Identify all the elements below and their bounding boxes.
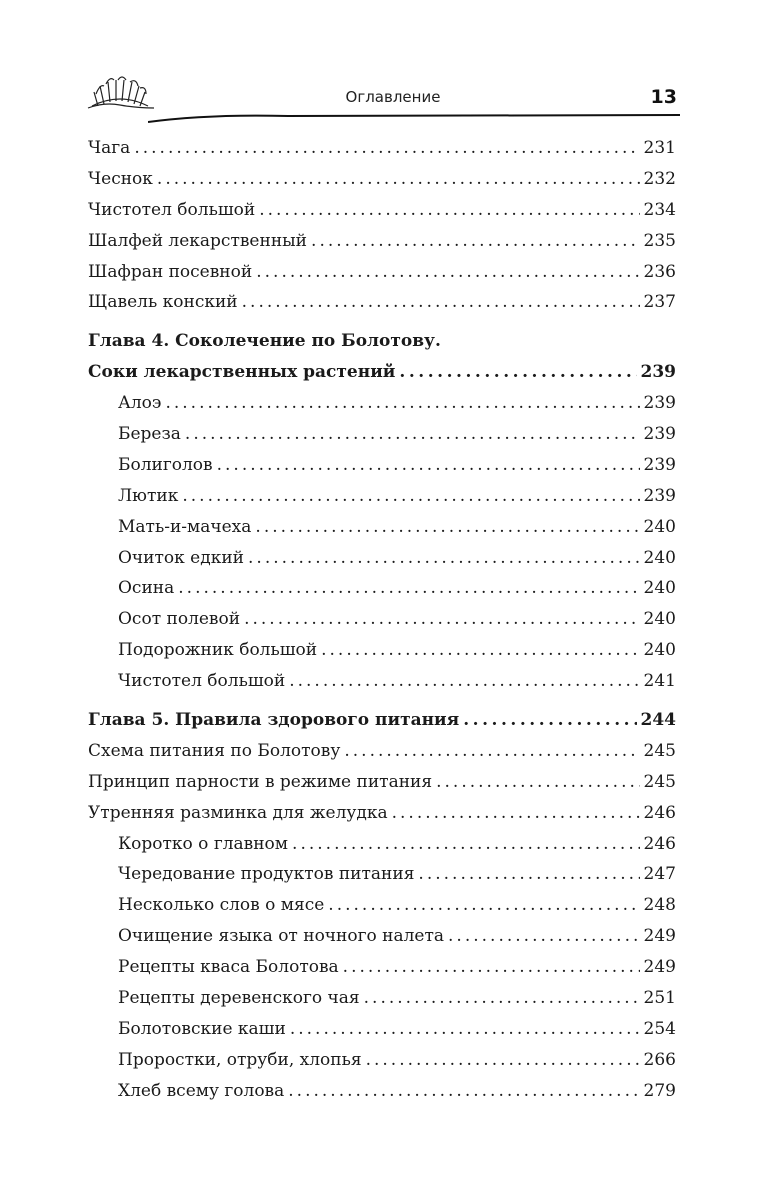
toc-entry-title: Хлеб всему голова (118, 1080, 285, 1101)
toc-subentry[interactable] (88, 481, 676, 512)
toc-subentry[interactable] (88, 1076, 676, 1107)
dot-leader (157, 164, 640, 195)
toc-entry-page: 235 (643, 230, 676, 251)
toc-entry-title: Чеснок (88, 168, 153, 189)
toc-subentry[interactable] (88, 419, 676, 450)
toc-entry-page: 248 (643, 895, 676, 916)
toc-entry-page: 245 (643, 740, 676, 761)
toc-entry-title: Глава 5. Правила здорового питания (88, 710, 460, 731)
header-rule (148, 112, 680, 126)
toc-subentry[interactable] (88, 512, 676, 543)
toc-entry-page: 249 (643, 926, 676, 947)
toc-entry[interactable] (88, 767, 676, 798)
toc-entry-page: 239 (643, 485, 676, 506)
toc-chapter-4 (88, 326, 676, 697)
running-title: Оглавление (345, 88, 441, 106)
dot-leader (392, 798, 640, 829)
toc-entry-page: 234 (643, 199, 676, 220)
dot-leader (244, 604, 639, 635)
toc-entry-page: 240 (643, 578, 676, 599)
dot-leader (343, 952, 640, 983)
toc-entry-title: Рецепты кваса Болотова (118, 957, 339, 978)
toc-entry-page: 241 (643, 671, 676, 692)
dot-leader (217, 450, 640, 481)
toc-subentry[interactable] (88, 573, 676, 604)
toc-entry-title: Очищение языка от ночного налета (118, 926, 445, 947)
dot-leader (436, 767, 639, 798)
dot-leader (288, 1076, 639, 1107)
toc-entry-page: 240 (643, 547, 676, 568)
toc-entry-page: 247 (643, 864, 676, 885)
toc-subentry[interactable] (88, 829, 676, 860)
toc-chapter-5 (88, 705, 676, 1107)
toc-entry-page: 251 (643, 988, 676, 1009)
dot-leader (178, 573, 639, 604)
toc-entry[interactable] (88, 133, 676, 164)
dot-leader (399, 357, 636, 388)
toc-entry[interactable] (88, 226, 676, 257)
dot-leader (242, 287, 640, 318)
toc-subentry[interactable] (88, 543, 676, 574)
chapter-heading[interactable]: Глава 4. Соколечение по Болотову. (88, 331, 441, 352)
toc-entry-page: 254 (643, 1018, 676, 1039)
toc-subentry[interactable] (88, 983, 676, 1014)
dot-leader (448, 921, 640, 952)
page-number: 13 (650, 86, 677, 108)
toc-subentry[interactable] (88, 666, 676, 697)
toc-entry-title: Болиголов (118, 454, 213, 475)
toc-entry-page: 239 (640, 362, 676, 383)
toc-subentry[interactable] (88, 952, 676, 983)
toc-entry-title: Соки лекарственных растений (88, 362, 396, 383)
dot-leader (328, 890, 639, 921)
toc-entry-title: Мать-и-мачеха (118, 516, 252, 537)
toc-entry-title: Болотовские каши (118, 1018, 286, 1039)
toc-entry-title: Несколько слов о мясе (118, 895, 325, 916)
toc-entry-title: Чередование продуктов питания (118, 864, 415, 885)
dot-leader (366, 1045, 640, 1076)
toc-entry[interactable] (88, 164, 676, 195)
toc-entry-page: 245 (643, 771, 676, 792)
toc-entry-page: 239 (643, 393, 676, 414)
dot-leader (321, 635, 639, 666)
toc-entry-page: 279 (643, 1080, 676, 1101)
dot-leader (182, 481, 639, 512)
toc-entry[interactable] (88, 798, 676, 829)
dot-leader (364, 983, 640, 1014)
toc-entry-title: Шалфей лекарственный (88, 230, 308, 251)
toc-entry-page: 266 (643, 1049, 676, 1070)
toc-group-herbs (88, 133, 676, 318)
toc-entry-title: Схема питания по Болотову (88, 740, 341, 761)
toc-subentry[interactable] (88, 388, 676, 419)
toc-subentry[interactable] (88, 921, 676, 952)
toc-entry-page: 237 (643, 292, 676, 313)
toc-entry-title: Проростки, отруби, хлопья (118, 1049, 362, 1070)
toc-subentry[interactable] (88, 604, 676, 635)
dot-leader (185, 419, 640, 450)
toc-entry-page: 236 (643, 261, 676, 282)
toc-entry-title: Подорожник большой (118, 640, 318, 661)
dot-leader (259, 195, 639, 226)
running-head (0, 0, 763, 130)
toc-entry-title: Чага (88, 138, 131, 158)
dot-leader (165, 388, 639, 419)
toc-entry-title: Очиток едкий (118, 547, 244, 568)
toc-entry[interactable] (88, 195, 676, 226)
toc-entry-title: Щавель конский (88, 292, 238, 313)
toc-entry-page: 231 (643, 138, 676, 158)
dot-leader (344, 736, 639, 767)
toc-entry-title: Чистотел большой (118, 671, 286, 692)
toc-entry-title: Осина (118, 578, 175, 599)
toc-entry[interactable] (88, 736, 676, 767)
toc-entry-title: Алоэ (118, 393, 162, 414)
toc-entry-title: Чистотел большой (88, 199, 256, 220)
toc-entry-title: Осот полевой (118, 609, 241, 630)
toc-subentry[interactable] (88, 859, 676, 890)
toc-entry-title: Утренняя разминка для желудка (88, 802, 388, 823)
toc-entry-title: Береза (118, 424, 181, 445)
sunflower-ornament-icon (84, 72, 156, 112)
dot-leader (255, 512, 639, 543)
chapter-heading-entry[interactable] (88, 705, 676, 736)
toc-subentry[interactable] (88, 635, 676, 666)
toc-entry[interactable] (88, 257, 676, 288)
toc-entry-title: Лютик (118, 485, 179, 506)
toc-entry-title: Принцип парности в режиме питания (88, 771, 433, 792)
toc-entry-page: 240 (643, 516, 676, 537)
toc-entry-page: 244 (640, 710, 676, 731)
toc-entry-page: 240 (643, 640, 676, 661)
dot-leader (463, 705, 636, 736)
dot-leader (290, 1014, 640, 1045)
toc-entry-page: 239 (643, 454, 676, 475)
toc-entry-page: 232 (643, 168, 676, 189)
dot-leader (311, 226, 640, 257)
toc-subentry[interactable] (88, 450, 676, 481)
toc-entry-page: 240 (643, 609, 676, 630)
toc-subentry[interactable] (88, 1014, 676, 1045)
toc-entry-title: Коротко о главном (118, 833, 289, 854)
dot-leader (256, 257, 639, 288)
toc-entry-page: 246 (643, 833, 676, 854)
toc-entry-title: Шафран посевной (88, 261, 253, 282)
toc-entry-page: 249 (643, 957, 676, 978)
toc-entry-title: Рецепты деревенского чая (118, 988, 360, 1009)
toc-entry[interactable] (88, 287, 676, 318)
toc-entry-page: 239 (643, 424, 676, 445)
toc-entry-page: 246 (643, 802, 676, 823)
dot-leader (292, 829, 640, 860)
chapter-heading-entry[interactable] (88, 357, 676, 388)
toc-subentry[interactable] (88, 890, 676, 921)
table-of-contents (88, 133, 676, 1107)
toc-subentry[interactable] (88, 1045, 676, 1076)
dot-leader (248, 543, 640, 574)
dot-leader (418, 859, 639, 890)
dot-leader (134, 133, 639, 164)
dot-leader (289, 666, 639, 697)
